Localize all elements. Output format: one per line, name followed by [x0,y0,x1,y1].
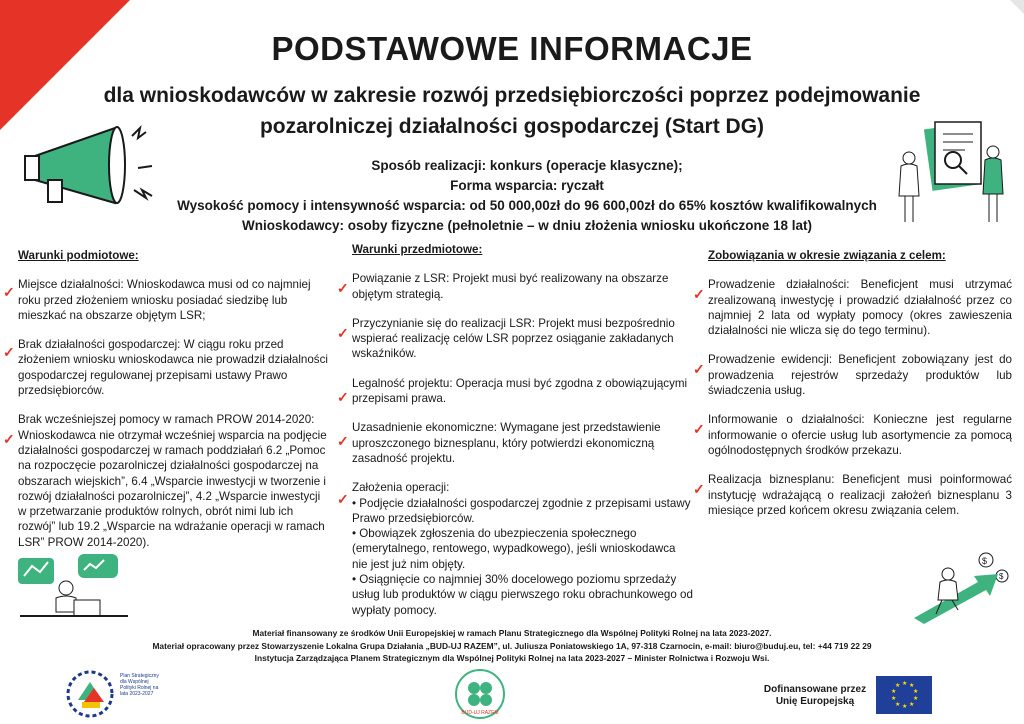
svg-text:★: ★ [891,688,897,695]
footer [0,627,1024,665]
footer-line: Instytucja Zarządzająca Planem Strategicznym dla Wspólnej Polityki Rolnej na lata 2023-2027 – Minister Rolnictwa i Rozwoju Wsi. [254,653,770,663]
list-item: ✓ Realizacja biznesplanu: Beneficjent musi poinformować instytucję wdrażającą o realizacji założeń biznesplanu 3 miesiące przed końcem okresu związania celem. [693,473,1012,517]
obligations-column [693,248,1012,532]
svg-text:★: ★ [902,703,908,710]
page-subtitle [70,80,954,142]
lgd-logo-text: BUD-UJ RAZEM [461,710,499,716]
bullet-item: • Osiągnięcie co najmniej 30% docelowego poziomu sprzedaży usług lub produktów w ciągu pierwszego roku obrachunkowego od wypłaty pomocy. [352,573,693,617]
svg-text:★: ★ [902,680,908,687]
checkmark-icon: ✓ [693,286,705,303]
list-item: ✓ Prowadzenie ewidencji: Beneficjent zobowiązany jest do prowadzenia rejestrów sprzedaży produktów lub świadczenia usług. [693,353,1012,398]
person-growth-arrow-illustration [894,548,1014,626]
info-line: Wysokość pomocy i intensywność wsparcia: od 50 000,00zł do 96 600,00zł do 65% kosztów kwalifikowalnych [177,198,877,213]
info-block [150,156,904,236]
info-line: Forma wsparcia: ryczałt [450,178,604,193]
subtitle-line: dla wnioskodawców w zakresie rozwój przedsiębiorczości poprzez podejmowanie [103,84,921,107]
svg-text:$: $ [999,572,1004,581]
list-item: ✓ Brak wcześniejszej pomocy w ramach PROW 2014-2020: Wnioskodawca nie otrzymał wcześniej wsparcia na podjęcie działalności gospodarczej w ramach poddziałań 6.2 „Pomoc na rozpoczęcie pozarolniczej działalności gospodarczej na obszarach wiejskich”, 6.4 „Wsparcie inwestycji w tworzenie i rozwój działalności pozarolniczej”, 4.2 „Wsparcie inwestycji w przetwarzanie produktów rolnych, obrót nimi lub ich rozwój” lub 19.2 „Wsparcie na wdrażanie operacji w ramach LSR” PROW 2014-2020). [3,413,327,549]
svg-text:★: ★ [913,688,919,695]
svg-text:★: ★ [909,682,915,689]
page-title: PODSTAWOWE INFORMACJE [271,30,753,67]
list-item: ✓ Brak działalności gospodarczej: W ciągu roku przed złożeniem wniosku wnioskodawca nie prowadził działalności gospodarczej regulowanej przepisami ustawy Prawo przedsiębiorców. [3,338,328,398]
list-item [337,480,694,618]
plan-strategiczny-text: Plan Strategiczny dla Wspólnej Polityki Rolnej na lata 2023-2027 [120,673,159,697]
svg-text:$: $ [982,556,988,566]
info-line: Wnioskodawcy: osoby fizyczne (pełnoletnie – w dniu złożenia wniosku ukończone 18 lat) [241,218,813,233]
svg-text:★: ★ [909,701,915,708]
person-laptop-illustration [16,548,136,624]
svg-text:★: ★ [895,701,901,708]
list-item: ✓ Informowanie o działalności: Konieczne jest regularne informowanie o ofercie usług lub asortymencie za pomocą ogólnodostępnych środków przekazu. [693,413,1012,457]
checkmark-icon: ✓ [3,431,15,448]
checkmark-icon: ✓ [337,491,349,508]
list-item: ✓ Przyczynianie się do realizacji LSR: Projekt musi bezpośrednio wspierać realizację celów LSR poprzez osiąganie zakładanych wskaźników. [337,316,675,361]
info-line: Sposób realizacji: konkurs (operacje klasyczne); [371,158,683,173]
eu-cofinanced-label: Dofinansowane przez Unię Europejską [763,684,867,707]
svg-text:★: ★ [913,695,919,702]
footer-line: Materiał opracowany przez Stowarzyszenie Lokalna Grupa Działania „BUD-UJ RAZEM”, ul. Juliusza Poniatowskiego 1A, 97-318 Czarnocin, e-mail: biuro@buduj.eu, tel: +44 719 22 29 [152,640,872,651]
list-item: ✓ Miejsce działalności: Wnioskodawca musi od co najmniej roku przed złożeniem wniosku posiadać siedzibę lub mieszkać na obszarze objętym LSR; [3,278,311,322]
list-item: ✓ Uzasadnienie ekonomiczne: Wymagane jest przedstawienie uproszczonego biznesplanu, który potwierdzi ekonomiczną zasadność projektu. [337,421,661,465]
lgd-buduj-razem-logo [454,668,506,720]
checkmark-icon: ✓ [337,324,349,341]
people-document-illustration [893,118,1013,228]
checkmark-icon: ✓ [3,284,15,301]
corner-fold-decoration [1010,0,1024,14]
svg-text:★: ★ [895,682,901,689]
column-heading: Zobowiązania w okresie związania z celem: [708,249,946,262]
subject-conditions-column [3,248,330,564]
eu-flag-icon [876,676,932,714]
object-conditions-column [337,242,694,632]
checkmark-icon: ✓ [337,280,349,297]
checkmark-icon: ✓ [693,361,705,378]
checkmark-icon: ✓ [3,344,15,361]
plan-strategiczny-logo [64,668,118,720]
checkmark-icon: ✓ [693,421,705,438]
list-item: ✓ Prowadzenie działalności: Beneficjent musi utrzymać zrealizowaną inwestycję i prowadzić działalność przez co najmniej 2 lata od wypłaty pomocy (okres zawieszenia działalności nie wlicza się do tego terminu). [693,278,1012,338]
bullet-item: • Podjęcie działalności gospodarczej zgodnie z przepisami ustawy Prawo przedsiębiorców. [352,496,691,525]
list-item: ✓ Legalność projektu: Operacja musi być zgodna z obowiązującymi przepisami prawa. [337,376,688,406]
subtitle-line: pozarolniczej działalności gospodarczej (Start DG) [259,115,765,138]
operation-assumptions-heading: Założenia operacji: [352,481,450,495]
megaphone-icon [20,118,170,218]
checkmark-icon: ✓ [693,481,705,498]
column-heading: Warunki przedmiotowe: [352,243,483,256]
bullet-item: • Obowiązek zgłoszenia do ubezpieczenia społecznego (emerytalnego, rentowego, wypadkowego), jeśli wnioskodawca nie jest już nim objęty. [352,527,676,571]
footer-line: Materiał finansowany ze środków Unii Europejskiej w ramach Planu Strategicznego dla Wspólnej Polityki Rolnej na lata 2023-2027. [252,628,772,638]
column-heading: Warunki podmiotowe: [18,249,139,262]
eu-stars [876,676,932,714]
checkmark-icon: ✓ [337,433,349,450]
list-item: ✓ Powiązanie z LSR: Projekt musi być realizowany na obszarze objętym strategią. [337,272,669,301]
svg-text:★: ★ [891,695,897,702]
checkmark-icon: ✓ [337,388,349,405]
